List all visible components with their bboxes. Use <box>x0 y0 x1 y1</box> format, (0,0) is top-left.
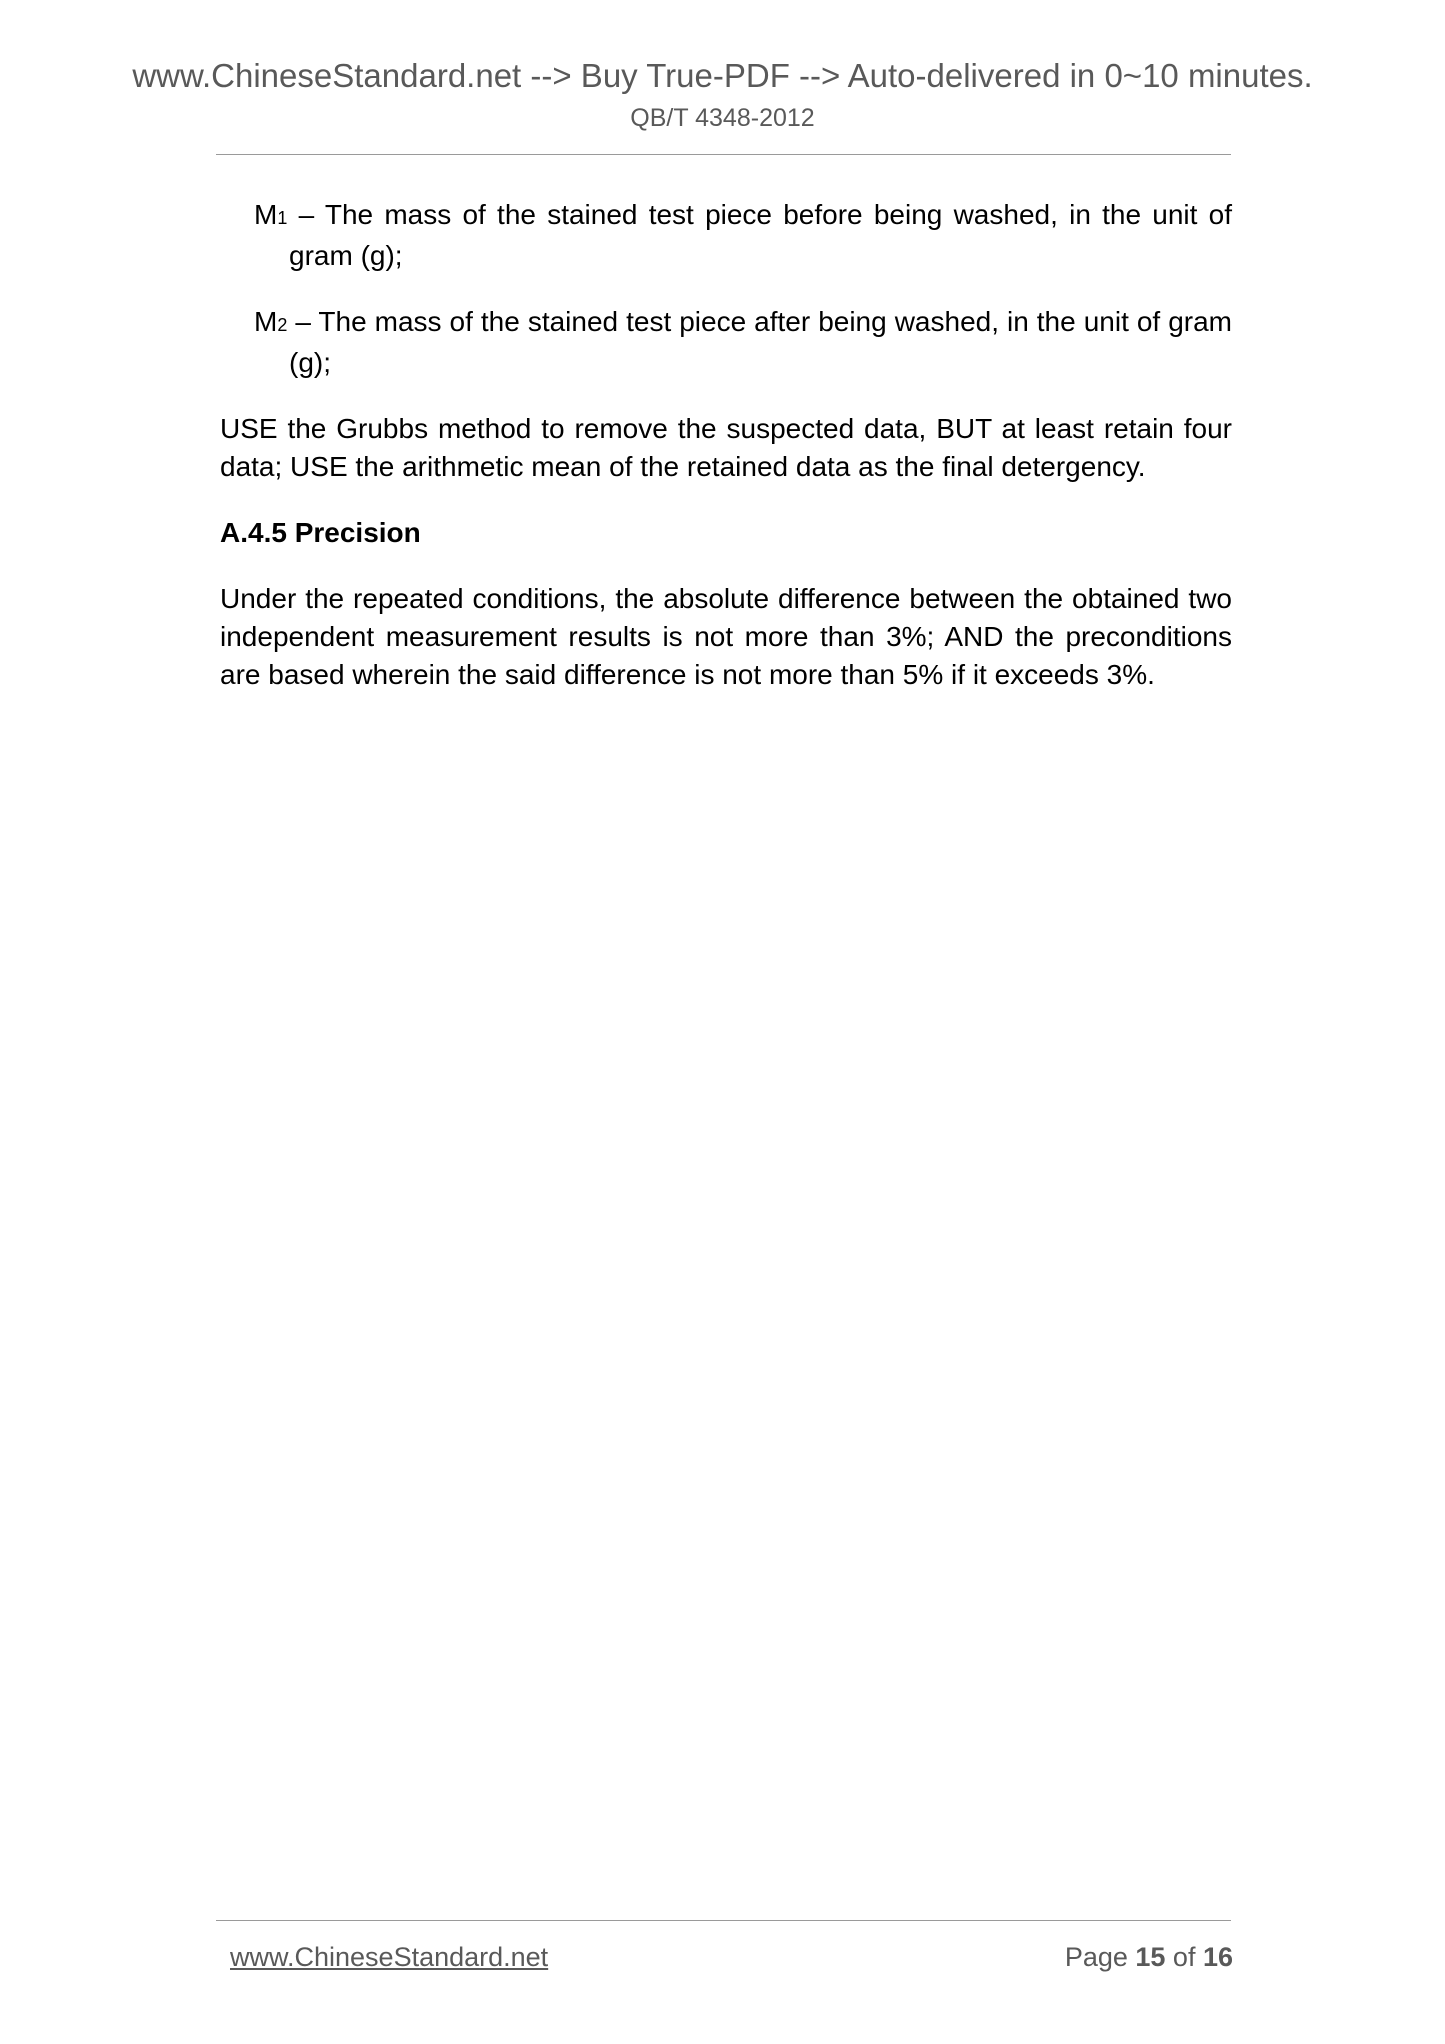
footer-divider <box>216 1920 1231 1921</box>
header-banner: www.ChineseStandard.net --> Buy True-PDF --> Auto-delivered in 0~10 minutes. <box>132 57 1313 94</box>
m1-description: – The mass of the stained test piece before being washed, in the unit of gram (g); <box>287 199 1232 271</box>
page-prefix: Page <box>1064 1942 1136 1972</box>
variable-definition-m1 <box>254 196 1232 275</box>
m1-subscript: 1 <box>277 208 288 228</box>
page-number <box>1065 1940 1233 1974</box>
m2-subscript: 2 <box>277 315 288 335</box>
m1-symbol: M <box>254 199 278 230</box>
page-content <box>220 196 1232 722</box>
grubbs-paragraph: USE the Grubbs method to remove the suspected data, BUT at least retain four data; USE the arithmetic mean of the retained data as the final detergency. <box>220 413 1232 482</box>
section-heading-precision: A.4.5 Precision <box>220 517 421 548</box>
footer-website-link[interactable]: www.ChineseStandard.net <box>230 1942 549 1972</box>
document-code: QB/T 4348-2012 <box>630 104 815 132</box>
m2-symbol: M <box>254 306 278 337</box>
precision-paragraph: Under the repeated conditions, the absolute difference between the obtained two independent measurement results is not more than 3%; AND the preconditions are based wherein the said difference is not more than 5% if it exceeds 3%. <box>220 583 1232 690</box>
header-divider <box>216 154 1231 155</box>
m2-description: – The mass of the stained test piece after being washed, in the unit of gram (g); <box>287 306 1232 378</box>
page-of: of <box>1165 1942 1203 1972</box>
variable-definition-m2 <box>254 303 1232 382</box>
page-current: 15 <box>1135 1942 1166 1972</box>
page-total: 16 <box>1202 1942 1233 1972</box>
